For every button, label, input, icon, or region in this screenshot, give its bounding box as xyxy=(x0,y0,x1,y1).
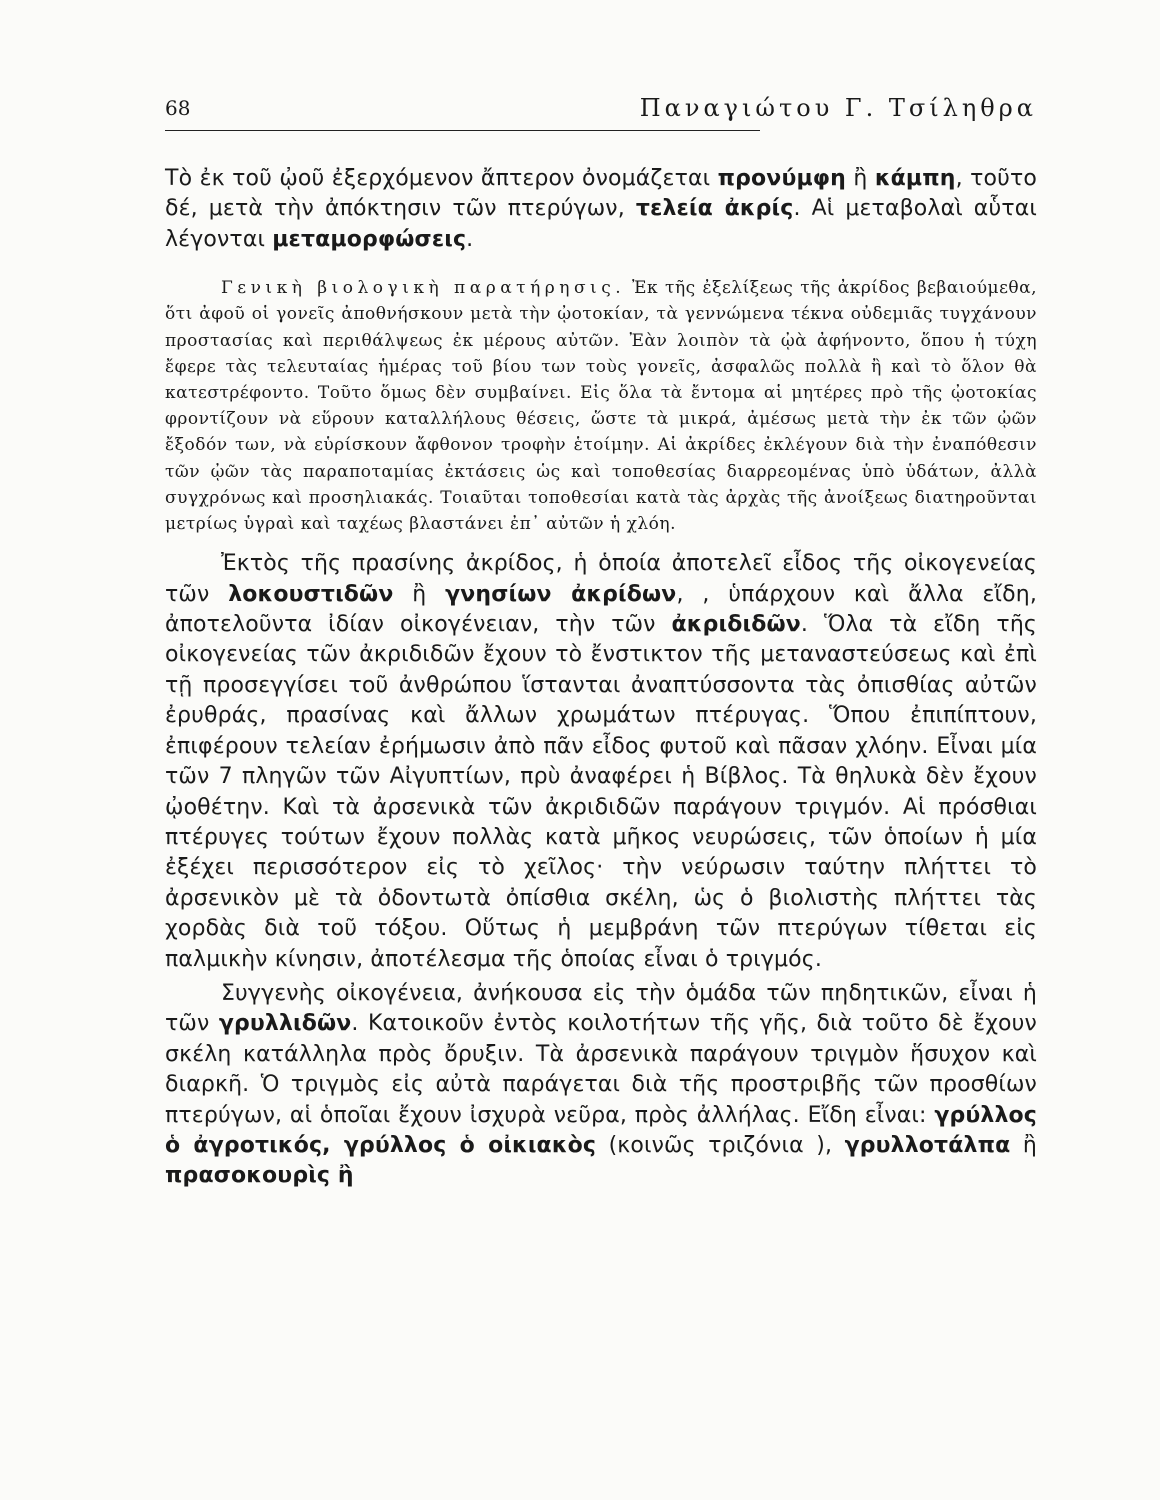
page-header xyxy=(165,96,1037,136)
term-teleia-akris: τελεία ἀκρίς xyxy=(635,196,794,222)
running-head: Παναγιώτου Γ. Τσίληθρα xyxy=(639,94,1037,122)
term-akrididon: ἀκριδιδῶν xyxy=(671,612,801,638)
paragraph-metamorphosis xyxy=(165,164,1037,255)
text-run: , τοῦτο δέ, μετὰ τὴν ἀπόκτησιν τῶν πτερύγων, xyxy=(165,166,1037,222)
text-run: Ἐκτὸς τῆς πρασίνης ἀκρίδος, ἡ ὁποία ἀποτελεῖ εἶδος τῆς οἰκογενείας τῶν xyxy=(165,551,1037,607)
term-gryllidon: γρυλλιδῶν xyxy=(218,1011,352,1037)
body-text xyxy=(165,164,1037,1192)
paragraph-akrididae xyxy=(165,549,1037,975)
term-gnesion-akridon: γνησίων ἀκρίδων xyxy=(445,581,677,607)
text-run: Ἐκ τῆς ἐξελίξεως τῆς ἀκρίδος βεβαιούμεθα, ὅτι ἀφοῦ οἱ γονεῖς ἀποθνήσκουν μετὰ τὴν ᾠοτοκίαν, τὰ γεννώμενα τέκνα οὐδεμιᾶς τυγχάνουν προστασίας καὶ περιθάλψεως ἐκ μέρους αὐτῶν. Ἐὰν λοιπὸν τὰ ᾠὰ ἀφήνοντο, ὅπου ἡ τύχη ἔφερε τὰς τελευταίας ἡμέρας τοῦ βίου των τοὺς γονεῖς, ἀσφαλῶς πολλὰ ἢ καὶ τὸ ὅλον θὰ κατεστρέφοντο. Τοῦτο ὅμως δὲν συμβαίνει. Εἰς ὅλα τὰ ἔντομα αἱ μητέρες πρὸ τῆς ᾠοτοκίας φροντίζουν νὰ εὕρουν καταλλήλους θέσεις, ὥστε τὰ μικρά, ἀμέσως μετὰ τὴν ἐκ τῶν ᾠῶν ἔξοδόν των, νὰ εὑρίσκουν ἄφθονον τροφὴν ἑτοίμην. Αἱ ἀκρίδες ἐκλέγουν διὰ τὴν ἐναπόθεσιν τῶν ᾠῶν τὰς παραποταμίας ἐκτάσεις ὡς καὶ τοποθεσίας διαρρεομένας ὑπὸ ὑδάτων, ἀλλὰ συγχρόνως καὶ προσηλιακάς. Τοιαῦται τοποθεσίαι κατὰ τὰς ἀρχὰς τῆς ἀνοίξεως διατηροῦνται μετρίως ὑγραὶ καὶ ταχέως βλαστάνει ἐπ᾽ αὐτῶν ἡ χλόη. xyxy=(165,278,1038,535)
text-run: Συγγενὴς οἰκογένεια, ἀνήκουσα εἰς τὴν ὁμάδα τῶν πηδητικῶν, εἶναι ἡ τῶν xyxy=(165,980,1037,1037)
text-run: ἢ xyxy=(1010,1132,1038,1158)
text-run: . Αἱ μεταβολαὶ αὗται λέγονται xyxy=(165,196,1037,252)
term-lokoustidon: λοκουστιδῶν xyxy=(228,581,394,607)
text-run: Τὸ ἐκ τοῦ ᾠοῦ ἐξερχόμενον ἄπτερον ὀνομάζεται xyxy=(165,166,718,191)
text-run: . Κατοικοῦν ἐντὸς κοιλοτήτων τῆς γῆς, διὰ τοῦτο δὲ ἔχουν σκέλη κατάλληλα πρὸς ὄρυξιν. Τὰ ἀρσενικὰ παράγουν τριγμὸν ἥσυχον καὶ διαρκῆ. Ὁ τριγμὸς εἰς αὐτὰ παράγεται διὰ τῆς προστριβῆς τῶν προσθίων πτερύγων, αἱ ὁποῖαι ἔχουν ἰσχυρὰ νεῦρα, πρὸς ἀλλήλας. Εἴδη εἶναι: xyxy=(165,1011,1037,1128)
text-run: , , ὑπάρχουν καὶ ἄλλα εἴδη, ἀποτελοῦντα ἰδίαν οἰκογένειαν, τὴν τῶν xyxy=(165,581,1037,638)
term-prasokouris: πρασοκουρὶς ἢ xyxy=(165,1163,354,1189)
section-heading: Γενικὴ βιολογικὴ παρατήρησις. xyxy=(221,278,626,299)
header-rule xyxy=(165,130,760,131)
page-number: 68 xyxy=(165,96,191,120)
paragraph-biological-observation xyxy=(165,275,1037,537)
term-kampe: κάμπη xyxy=(874,166,956,191)
paragraph-gryllidae xyxy=(165,979,1037,1192)
text-run: (κοινῶς τριζόνια ), xyxy=(596,1132,845,1158)
text-run: ἢ xyxy=(393,581,446,607)
term-pronymphe: προνύμφη xyxy=(717,166,846,191)
text-run: . Ὅλα τὰ εἴδη τῆς οἰκογενείας τῶν ἀκριδιδῶν ἔχουν τὸ ἔνστικτον τῆς μεταναστεύσεως καὶ ἐπὶ τῇ προσεγγίσει τοῦ ἀνθρώπου ἵστανται ἀναπτύσσοντα τὰς ὀπισθίας αὐτῶν ἐρυθράς, πρασίνας καὶ ἄλλων χρωμάτων πτέρυγας. Ὅπου ἐπιπίπτουν, ἐπιφέρουν τελείαν ἐρήμωσιν ἀπὸ πᾶν εἶδος φυτοῦ καὶ πᾶσαν χλόην. Εἶναι μία τῶν 7 πληγῶν τῶν Αἰγυπτίων, πρὺ ἀναφέρει ἡ Βίβλος. Τὰ θηλυκὰ δὲν ἔχουν ᾠοθέτην. Καὶ τὰ ἀρσενικὰ τῶν ἀκριδιδῶν παράγουν τριγμόν. Αἱ πρόσθιαι πτέρυγες τούτων ἔχουν πολλὰς κατὰ μῆκος νευρώσεις, τῶν ὁποίων ἡ μία ἐξέχει περισσότερον εἰς τὸ χεῖλος· τὴν νεύρωσιν ταύτην πλήττει τὸ ἀρσενικὸν μὲ τὰ ὀδοντωτὰ ὀπίσθια σκέλη, ὡς ὁ βιολιστὴς πλήττει τὰς χορδὰς διὰ τοῦ τόξου. Οὕτως ἡ μεμβράνη τῶν πτερύγων τίθεται εἰς παλμικὴν κίνησιν, ἀποτέλεσμα τῆς ὁποίας εἶναι ὁ τριγμός. xyxy=(165,612,1037,972)
term-gryllotalpa: γρυλλοτάλπα xyxy=(844,1132,1011,1158)
term-gryllos-species: γρύλλος ὁ ἀγροτικός, γρύλλος ὁ οἰκιακὸς xyxy=(165,1102,1037,1158)
text-run: ἢ xyxy=(845,166,875,191)
term-metamorphoseis: μεταμορφώσεις xyxy=(272,226,467,252)
text-run: . xyxy=(466,226,474,252)
